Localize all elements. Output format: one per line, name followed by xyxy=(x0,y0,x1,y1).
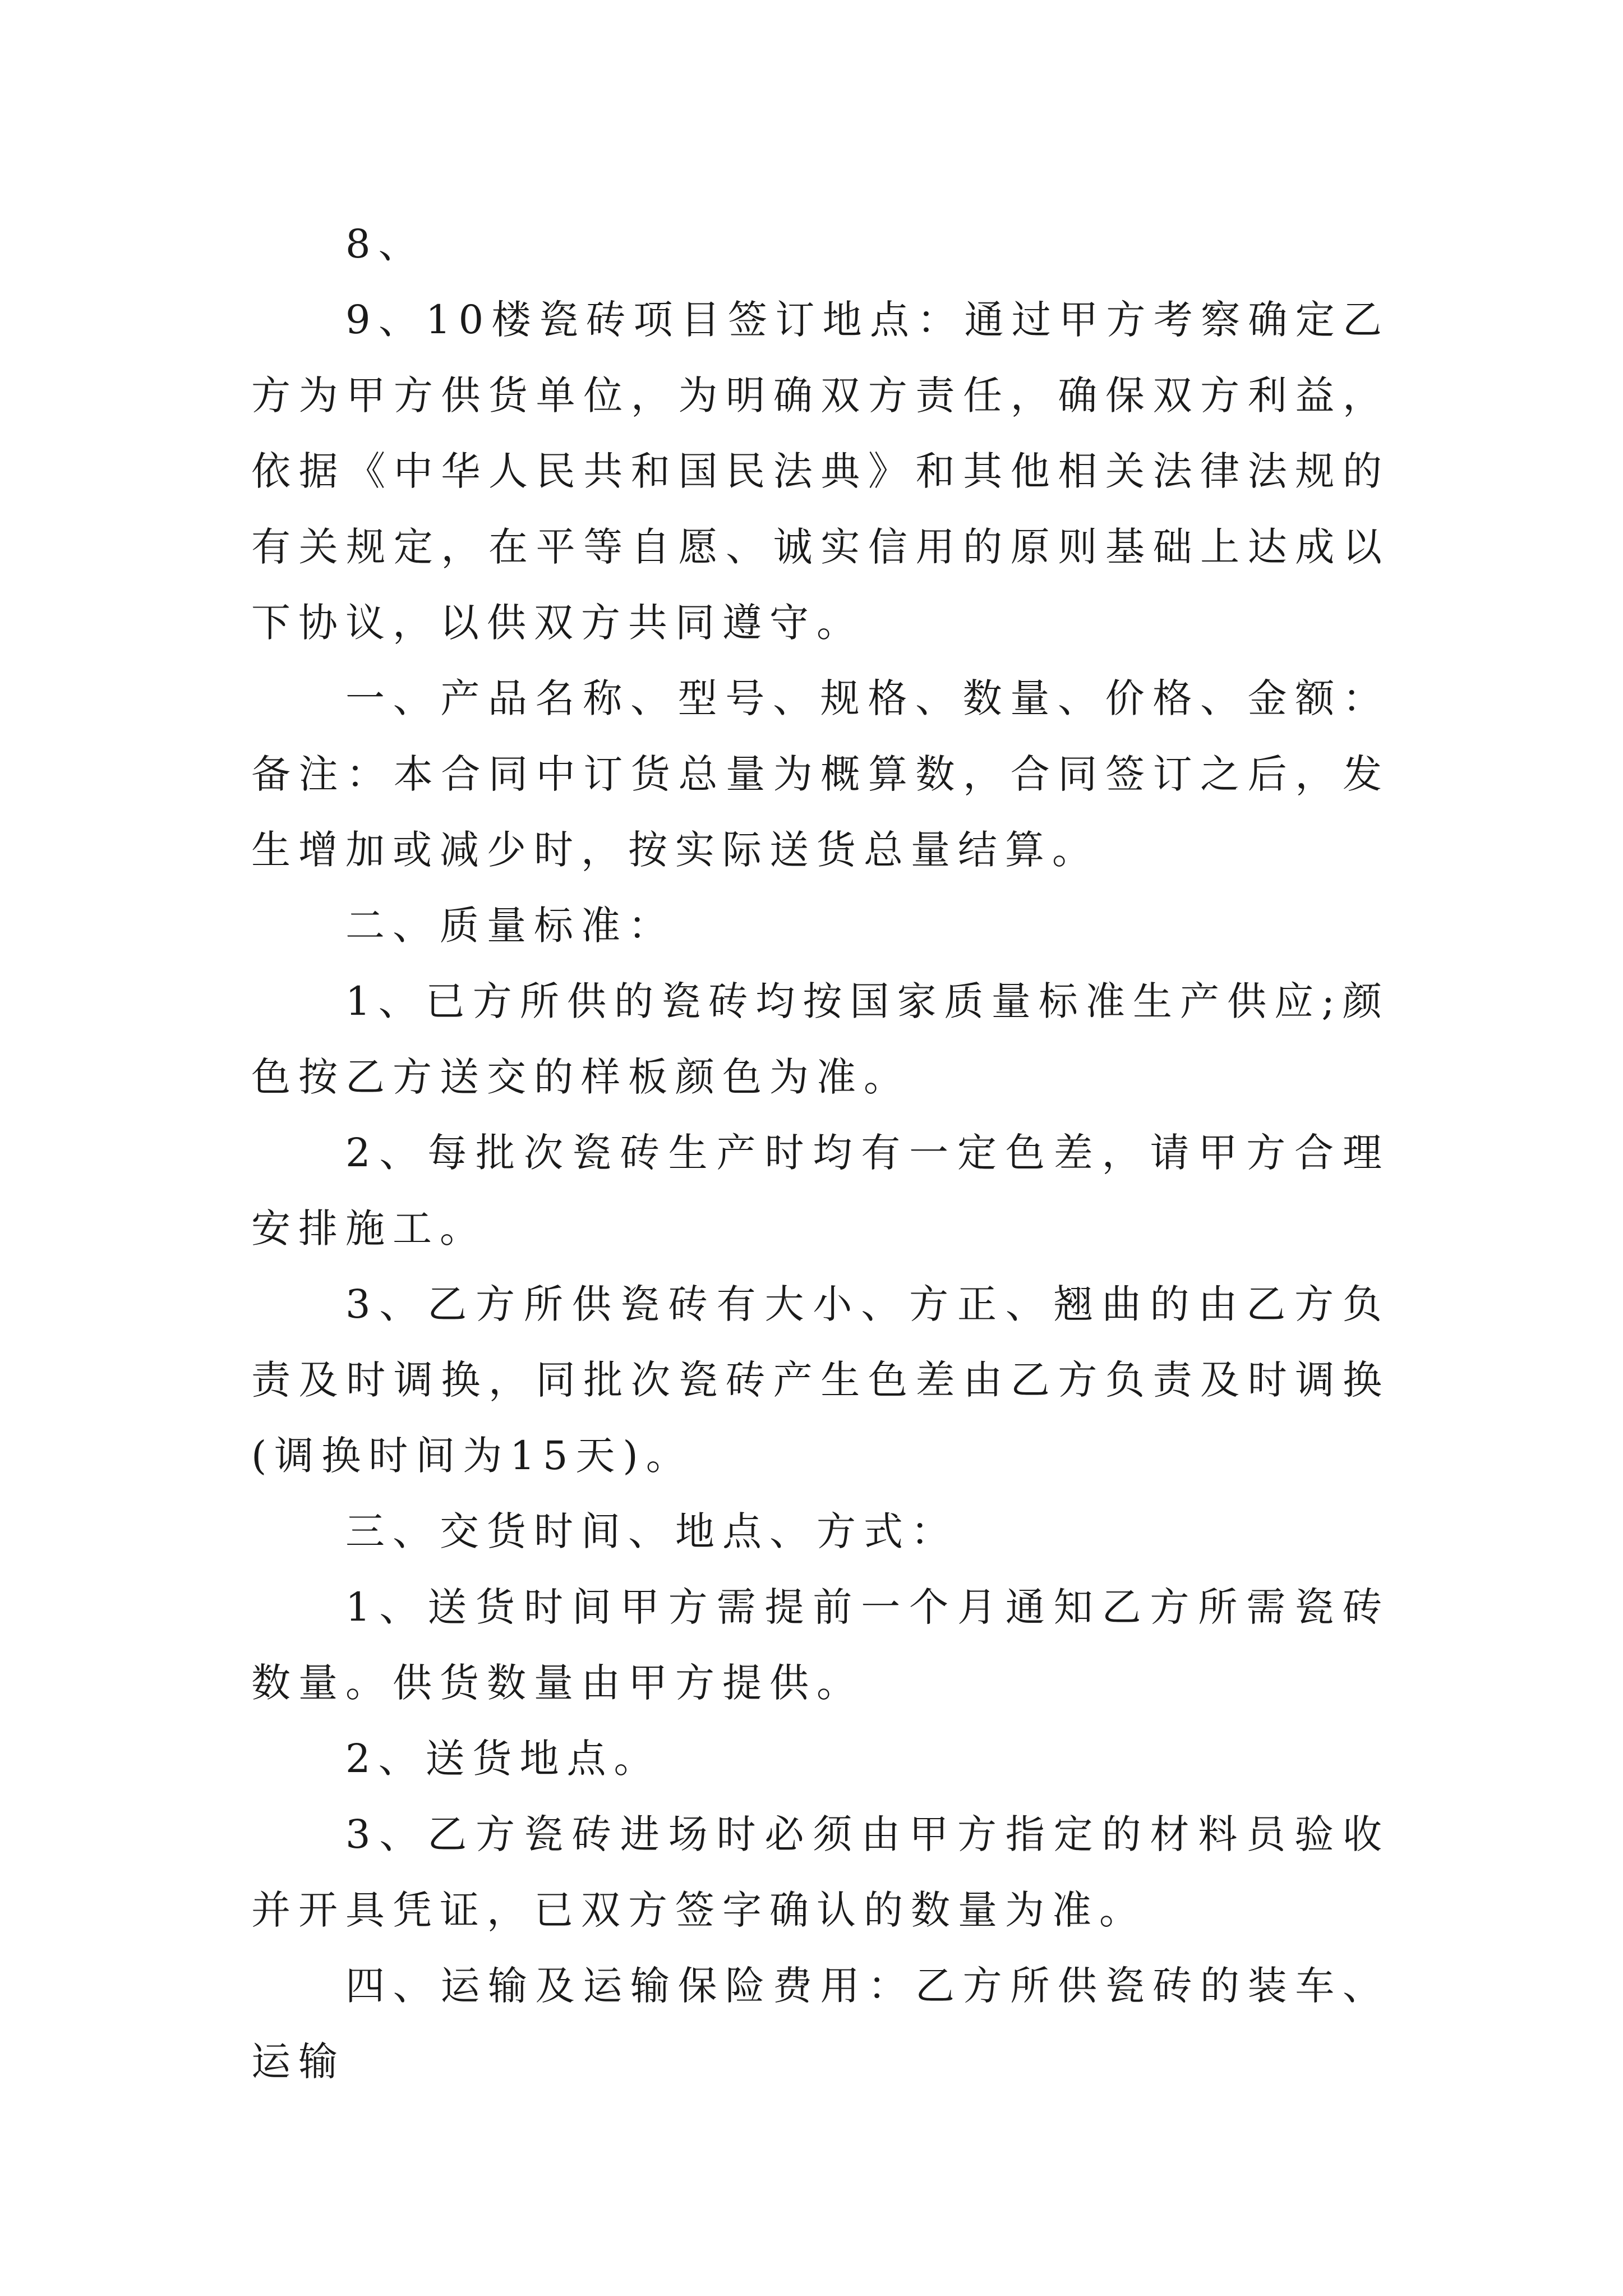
heading-section-2-quality: 二、质量标准： xyxy=(345,903,675,949)
paragraph-section-4-transport: 四、运输及运输保险费用：乙方所供瓷砖的装车、运输 xyxy=(251,1963,1390,2085)
paragraph-delivery-3: 3、乙方瓷砖进场时必须由甲方指定的材料员验收并开具凭证，已双方签字确认的数量为准。 xyxy=(251,1811,1390,1933)
paragraph-item-number: 8、 xyxy=(345,221,426,267)
paragraph-section-1-products: 一、产品名称、型号、规格、数量、价格、金额：备注：本合同中订货总量为概算数，合同签订之后，发生增加或减少时，按实际送货总量结算。 xyxy=(251,675,1390,873)
paragraph-quality-1: 1、已方所供的瓷砖均按国家质量标准生产供应;颜色按乙方送交的样板颜色为准。 xyxy=(251,978,1390,1100)
document-body xyxy=(251,206,1390,2100)
paragraph-quality-2: 2、每批次瓷砖生产时均有一定色差，请甲方合理安排施工。 xyxy=(251,1130,1390,1251)
heading-section-3-delivery: 三、交货时间、地点、方式： xyxy=(345,1508,958,1554)
paragraph-contract-preamble: 9、10楼瓷砖项目签订地点：通过甲方考察确定乙方为甲方供货单位，为明确双方责任，确保双方利益，依据《中华人民共和国民法典》和其他相关法律法规的有关规定，在平等自愿、诚实信用的原则基础上达成以下协议，以供双方共同遵守。 xyxy=(251,297,1390,646)
paragraph-delivery-1: 1、送货时间甲方需提前一个月通知乙方所需瓷砖数量。供货数量由甲方提供。 xyxy=(251,1584,1390,1706)
paragraph-quality-3: 3、乙方所供瓷砖有大小、方正、翘曲的由乙方负责及时调换，同批次瓷砖产生色差由乙方负责及时调换(调换时间为15天)。 xyxy=(251,1281,1390,1479)
paragraph-delivery-2: 2、送货地点。 xyxy=(345,1736,661,1782)
